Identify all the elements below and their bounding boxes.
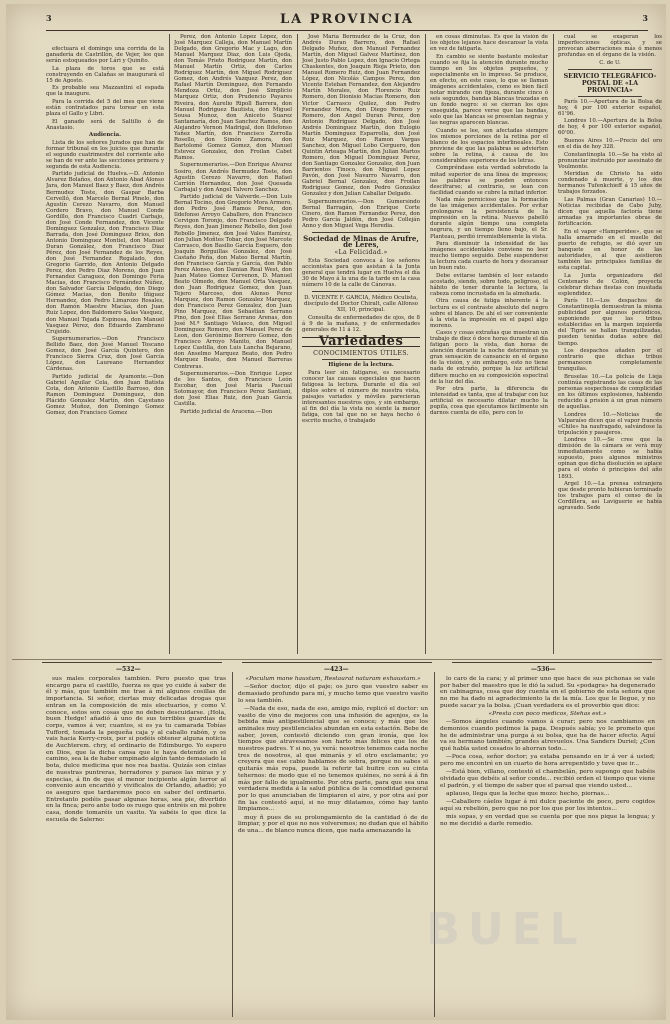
signature: C. de U. bbox=[599, 59, 621, 66]
paragraph: aplauso, llega que la leche que mozo: hecho, piernas... bbox=[446, 790, 610, 797]
paragraph: Perez, don Antonio López López, don José Marquez Calleja, don Manuel Martín Delgado, don Gregorio Mac y Lago, don Manuel Marquez Diaz, don Luis Ojeda, don Tomás Prieto Rodriguez Martín, don Manuel Martín Ortiz, don Carlos Rodriguez Martín, don Miguel Rodriguez Gomez, don Andrés Vazquez Perez, don Rafael Martín Dominguez, don Fernando Mendoza Ortiz, don José Simplicio Marquez Ortiz, don Prudencio Payares Riveira, don Aurelio Ripoll Barrera, don Manuel Rodriguez Bautista, don Miguel Sousa Munoz, don Aniceto Suarez Santamaría, don Juan Sanchez Ramos, don Alejandro Vernon Madrigal, don Ildefonso Yañez Martín, don Francisco Zerrolla Rosello, don Simón Zamora, don Bartolomé Gomez Gomez, don Manuel Estevez Gonzalez, don Froilan Cabet Ramos. bbox=[174, 34, 292, 161]
paragraph: Casos y cosas extrañas que muestran un trabajo de diez ó doce horas durante el día fatigan poco la vista, dan horas de atención durante la noche determinan ya gran sensación de cansancio en el órgano de la visión, y sin embargo, esto no tiene nada de extraño, porque la luz artificial difiere mucho en su composición espectral de la luz del día. bbox=[430, 330, 548, 385]
paragraph: —Señor doctor, dijo el paje; os juro que vuestro saber es demasiado profundo para mí, y mucho temo que vuestro vasito lo sea también. bbox=[238, 684, 428, 704]
paragraph: —Está bien, villano, contestó el chambelán, pero supongo que habéis olvidado que debéis al señor conde... recibió orden el tiempo que viene el padrón, y el tiempo de saber que el parsal que viendo usted... bbox=[440, 769, 655, 789]
column-2 bbox=[174, 34, 292, 649]
paragraph: En el vapor «Hamperidee», que se halla amarrado en el muelle del puerto de refugio, se dió ayer un banquete en honor de las autoridades, al que asistieron también las principales familias de esta capital. bbox=[558, 228, 662, 271]
latin-quote: «Presta con poco medicos, Stehas est.» bbox=[488, 711, 607, 718]
paragraph: —Caballero cáelos lugar á mi dulce paciente de poco, pero cogidos aquí su rebelión, pero que no por los que por los intentos... bbox=[440, 798, 655, 812]
column-divider bbox=[434, 672, 435, 1017]
column-divider bbox=[425, 34, 426, 654]
serial-column-b bbox=[238, 676, 428, 1016]
paragraph: Lista de los señores Jurados que han de formar tribunal en los juicios que durante el segundo cuatrimestre del corriente año se han de ver ante las secciones primera y segunda de esta Audiencia. bbox=[46, 139, 164, 170]
paragraph: Esta Sociedad convoca á los señores accionistas para que asistan á la Junta general que tendrá lugar en Huelva el día 30 de Mayo á la una de la tarde en la casa número 10 de la calle de Cánovas. bbox=[302, 258, 420, 289]
rule bbox=[242, 662, 432, 663]
paragraph: Para disminuir la intensidad de las imágenes accidentales conviene no leer mucho tiempo seguido. Debe suspenderse la lectura cada cuarto de hora y descansar un buen rato. bbox=[430, 241, 548, 272]
article-heading-higiene: Higiene de la lectura. bbox=[328, 362, 394, 369]
paragraph: —Poca cosa, señor doctor; ya estaba pensando en ir á ver á usted; pero me encontré en un cuarto de hora arrepentido y tuve que ir... bbox=[440, 754, 655, 767]
paragraph: Compréndase esta verdad sobretodo la mitad superior de una línea de impresos; las palabras se pueden entonces descifrarse; al contrario, se lean con facilidad cuando se cubre la mitad inferior. bbox=[430, 165, 548, 196]
section-subtitle: CONOCIMIENTOS ÚTILES. bbox=[313, 350, 409, 358]
sociedad-title: Sociedad de Minas de Arufre, de Leres, bbox=[303, 234, 419, 250]
rule bbox=[568, 69, 652, 70]
paragraph: Otra causa de fatiga inherente á la lectura es el contraste absoluto del negro sobre el blanco. De ahí el ser conveniente á la vista la impresión en el papel algo moreno. bbox=[430, 298, 548, 329]
serial-page-number-left: —532— bbox=[116, 666, 141, 673]
paragraph: —Nada de eso, nada de eso, amigo mío, replicó el doctor: un vasito de vino de mejores con una infusión de agenjos, es la bebida más antipestilencial que se conoce; y más que los aminales muy pestilenciales abundan en esta estación. Bebe de saber, joven, contestó diciendo con gran ironía, que los tiempos que atravesamos son harto más felices que los de nuestros padres. Y si no, ya verá: nosotros tenemos cada noche tres de nosotros, al que minarás y el otro exclamante; yo creyera que ese cabio hablamos de sobra, porque no sabes si quitarás más ropa, puede la referir tal buitre con su cinta tehernos: de modo que el no tenemos quiénes, no será á á fin más por fallo de igualmente. Por otra parte, para que sea una verdadera medida á la salud pública de la comodidad general por lo que anunciaban de limpiaren el aire, y por otra así por fin las contestó aquí, si no muy dilatamos, cómo hay tanto limpiamos... bbox=[238, 705, 428, 813]
paragraph: Londres 10.—Se cree que la dimisión de la cámara se verá muy inmediatamente como se había supuesto, pues algunos ministros opinan que dicha disolución se aplace para el otoño ó principios del año 1893. bbox=[558, 437, 662, 480]
paragraph: Partido judicial de Ayamonte.—Don Gabriel Aguilar Cela, don Juan Batista Cota, don Antonio Castillo Barroso, don Ramon Dominguez Dominguez, don Plácido Gonzalez Martín, don Cayetano Gomez Muñoz, don Domingo Gomez Gomez, don Francisco Gomez bbox=[46, 373, 164, 417]
sociedad-subtitle: «La Felicidad.» bbox=[334, 249, 388, 257]
column-divider bbox=[169, 34, 170, 654]
paragraph: efectuará el domingo una corrida de la ganadería de Castrillón, de Vejer, lee que serán estoqueados por Lári y Quinito. bbox=[46, 46, 164, 65]
paragraph: Las Palmas (Gran Canarias) 10.—Noticias recibidas de Cabo Juby, dicen que aquella factoría tiene armadas ya importantes obras de fortificación. bbox=[558, 196, 662, 228]
paragraph: El ganado será de Saltillo ó de Anastasio. bbox=[46, 118, 164, 131]
paragraph: París 10.—Los despachos de Constantinopla demuestran la misma publicidad por algunos periódicos, suponiendo que las tribus establecidas en la margen izquierda del Tigris se hallan tranquilizadas, pueden tenidas dudas sobre del tiempo. bbox=[558, 298, 662, 347]
paragraph: En cambio se siente bastante molestar cuando se fija la atención durante mucho tiempo en los objetos pequeños, y especialmente en lo impreso. Se produce, en efecto, en este caso, lo que se llaman imágenes accidentales, como es bien fácil notar mirando con fijeza, durante cinco ó seis segundos, bandas blancas trazadas en un fondo negro: si se cierran los ojos enseguida, parece verse que las bandas, solo que las blancas se presentan negras y las negras aparecen blancas. bbox=[430, 53, 548, 127]
column-divider bbox=[553, 34, 554, 654]
paragraph: Constantinopla 10.—Se ha visto al pronunciar instruido por asesinato de Voulmonte. bbox=[558, 151, 662, 170]
paragraph: Londres 10.—Apertura de la Bolsa de hoy, 4 por 100 exterior español, 60'00. bbox=[558, 118, 662, 137]
advert-oculist: D. VICENTE F. GARCIA, Médico Oculista, discípulo del Doctor Chiralt, calle Alfonso XII, 10, principal. bbox=[303, 295, 418, 314]
paragraph: Meridian de Christo ha sido condenado á muerte, y los dos hermanos Tufenkchieff á 15 años de trabajos forzados. bbox=[558, 171, 662, 196]
serial-column-c bbox=[440, 676, 655, 1016]
rule bbox=[312, 232, 410, 233]
page-number-right: 3 bbox=[642, 13, 648, 23]
paragraph: sus males corporales también. Pero puesto que tras encargo para el castillo, fuerza es que yo cuide á saber de él y más, que también me trae á mí algunos cosillas de importancia. Si señor, ciertas muy delicadas drogas que entran en la composición de mis electuarios, y como V. conoce, estos son cosas que no deben descuidarse. ¡Hola, buen Hedge! añadió á uno de sus terribles guardias de corps, vamos á ver, cuantos, si es ya tu camarada Tobías Tufford, tomada la pequeña caja y al caballo rabón, y os vais hacia Kerry-croix, por si podéis obtener alguna noticia de Auchterem. chry, el ordinario de Edimburgo. Yo espero en Dios, que la dicha cansa que le haya detenido en el camino, sea la de haber empinado algún tanto demasiado la bota, dulce medicina que nos rea bastia. Quizás son cintas de nuestras puntreras, herradores y paraos las miras y y especias, á fin de que el menor incipiente algún terror al convenio aun encariñó y vivificalos de Orlando, añadió; yo os aseguro que tardaremos poco en saber del ordinario. Entretanto podéis pasar algunas horas, sea pie, divertido en la finca; pero ante todo os ruego que entréis en mi pobre casa, donde tomaréis un vasito. Ya sabéis lo que dice la escuela de Salerno: bbox=[46, 676, 226, 823]
column-1 bbox=[46, 46, 164, 646]
serial-page-number-right: —536— bbox=[531, 666, 556, 673]
newspaper-page bbox=[6, 4, 666, 1020]
paragraph: Supernumerarios.—Don Francisco Bellido Baez, don José Manuel Toscano Gomez, don José García Quintero, don Francisco Sierra Cruz, don José García López, don Laureano Hernandez Cárdenas. bbox=[46, 336, 164, 373]
paragraph: Londres 10.—Noticias de Valparaíso dicen que el vapor francés «Chile» ha naufragado, salvándose la tripulación y pasajeros. bbox=[558, 411, 662, 436]
paragraph: Por otra parte, la diferencia de intensidad es tanta, que al trabajar con luz artificial es necesario dilatar mucho la pupila, cosa que ejecutamos fácilmente sin darnos cuenta de ello, pero con lo bbox=[430, 386, 548, 417]
paragraph: Partido judicial de Valverde.—Don Luis Bernal Tocino, don Gregorio Mora Armero, don Pedro José Ramos Perez, don Ildefonso Arroyo Caballero, don Francisco Cervigon Toronjo, don Francisco Delgado Reyes, don Juan Jimenez Rebollo, don José Rebollo Jimenez, don José Vales Ramírez, don Julian Moñtes Tobar, don José Marcote Carrasco, don Basilio García Esquero, don Joaquín Borguillas Gonzalez, don José Castaño Peña, don Mateo Bernal Martín, don Francisco García y García, don Pablo Perez Alonso, don Damian Real West, don Juan Mateo Gomez Cervenon, D. Manuel Beato Olmedo, don Manuel Orta Vasquez, don Juan Rodriguez Gomez, don Juan Tejero Marcoso, don Alonso Perez Marquez, don Ramon Gonzalez Marquez, don Francisco Perez Gonzalez, don Juan Pino Marquez, don Sebastian Serrano Pino, don José Elias Serrano Arenas, don José M.ª Santiago Velasco, don Miguel Dominguez Romero, don Manuel Perez de Leon, don Gerónimo Borrero Gomez, don Francisco Arroyo Manito, don Manuel Lopez Castilla, don Luis Lancha Bejarano, don Anselmo Marquez Beato, don Pedro Marquez Beato, don Manuel Barreras Contreras. bbox=[174, 194, 292, 370]
section-title-variedades: Variedades bbox=[302, 337, 420, 347]
paragraph: lo caro de la cara; y al primer uno que hace de sus pichonas se vale por haber del maestro que le dió la salud. Su «podagra» ha degenerado en cabinagras, cosa que doy cuenta en el gobierno de esta señora que no me ha dado ni agradecimiento la de la mía. Los que le llegue, y no puede sacar ya la bolsa. ¡Cuan verdadera es el proverbio que dice: bbox=[440, 676, 655, 709]
paragraph: cual se exageran los imperfecciones ópticas, y se provocan aberraciones más ó menos profundas en el órgano de la visión. bbox=[558, 34, 662, 59]
paragraph: —Somos ángeles cuando vamos á curar; pero nos cambiamos en demonios cuando pedimos la paga. Después sabía; yo le prometo que he de administrar una purga á su bolsa, que ha de hacer efecto. Aquí va su hermano también; grandes atrevuelos. Una Sanders Duriel; ¿Con qué habla usted cesados lo ahorran todo... bbox=[440, 719, 655, 753]
rule bbox=[42, 662, 222, 663]
paragraph: Consulta de enfermedades de ojos, de 8 á 9 de la mañana, y de enfermedades generales de 11 á 12. bbox=[302, 315, 420, 334]
column-divider bbox=[232, 672, 233, 1017]
paragraph: Supernumerarios.—Don Enrique Alvarez Sosiro, don Andrés Bermudez Toste, don Agustín Cerezo Navarro, don Rafael Carrión Hernandez, don José Quesada Carbajal y don Angel Talvero Sanchez. bbox=[174, 162, 292, 193]
paragraph: mis sopas, y en verdad que se cuenta por que nos pique la lengua; y no me decidió a darle remedio. bbox=[440, 813, 655, 827]
paragraph: Cuando se lee, son afectadas siempre los mismos porciones de la retina por el blanco de los espacios interlineales. Esto proviene de que las palabras se advierten sobre la retina, á causa de los considerables superiores de los letras. bbox=[430, 127, 548, 164]
newspaper-title: LA PROVINCIA bbox=[280, 12, 414, 27]
serial-page-number-middle: —423— bbox=[324, 666, 349, 673]
column-3 bbox=[302, 34, 420, 649]
section-title-servicio: SERVICIO TELEGRÁFICO-POSTAL DE «LA PROVINCIA» bbox=[563, 72, 657, 94]
page-number-left: 3 bbox=[46, 13, 52, 23]
paragraph: Partido judicial de Huelva.—D. Antonio Alvarez Bolaños, don Antonio Abad Alonso Jara, don Manuel Baez y Baez, don Andrés Bermudez Toste, don Gaspar Barba Cervelló, don Marcelo Bernal Pinelo, don Agustín Cerezo Navarro, don Manuel Cordero Bravo, don Manuel Conde Gordillo, don Francisco Cuadri Carbajo, don José Conde Fernandez, don Vicente Dominguez Gonzalez, don Francisco Diaz Barrada, don José Dominguez Brios, don Antonio Dominguez Montiel, don Manuel Duran González, don Francisco Diaz Pérez, don José Fernandez de los Reyes, don José Fernandez Regalado, don Gregorio Garrido, don Antonio Delgado Perez, don Pedro Diaz Moreno, don Juan Fernandez Caraguez, don Domingo Feria Macias, don Francisco Fernández Núñez, don Salvador García Delgado, don Diego Gómez Macias, don Benito Iñiguez Hernandez, don Pedro Limarozo Rosales, don Ramón Maestre Macías, don Juan Ruiz Lopez, don Baldomero Salas Vasquez, don Manuel Tejada Espinosa, don Manuel Vasquez Pérez, don Eduardo Zambrano Crujeido. bbox=[46, 171, 164, 335]
column-5 bbox=[558, 34, 662, 649]
paragraph: París 10.—Apertura de la Bolsa de hoy, 4 por 100 exterior español, 61'96. bbox=[558, 98, 662, 117]
paragraph: Debe evitarse también el leer estando acostado, siendo, sobre todo, peligroso, el hábito de tener durante la lectura, la cabeza como incrustada en la almohada. bbox=[430, 272, 548, 297]
paragraph: Bruselas 10.—La policía de Lieja continúa registrando las casas de las personas sospechosas de complicidad en los últimos explosiones, habiendo reducido á prisión á un gran número de aquellas. bbox=[558, 373, 662, 410]
rule bbox=[452, 662, 652, 663]
column-divider bbox=[297, 34, 298, 654]
paragraph: Es probable sea Mazzantini el espada que la inaugure. bbox=[46, 85, 164, 98]
latin-quote: «Poculum mane haustum, Restaurat naturam exhaustam.» bbox=[245, 676, 421, 682]
paragraph: Supernumerarios.—Don Gumersindo Bernal Barragán, don Enrique Corte Cinero, don Ramon Fernandez Perez, don Pedro García Jaldón, don José Colleján Anno y don Miguel Vega Heredia. bbox=[302, 198, 420, 229]
fold-line bbox=[12, 659, 662, 660]
paragraph: La plaza de toros que se está construyendo en Calañas se inaugurará el 15 de Agosto. bbox=[46, 65, 164, 84]
paragraph: Los despachos añaden por el contrario que dichas tribus permanecen completamente tranquilas. bbox=[558, 348, 662, 373]
paragraph: Buenos Aires 10.—Precio del oro en el día de hoy 328. bbox=[558, 138, 662, 151]
library-watermark: BUEL bbox=[426, 903, 586, 955]
paragraph: muy ñ pues de su prolongamiento de la cantidad ó de de limpiar, y por el que no nos volveremos; no dudan que el hábito de una... de blanco nunca dicen, que nada amenazando la bbox=[238, 814, 428, 834]
serial-column-a bbox=[46, 676, 226, 1016]
rule bbox=[578, 96, 642, 97]
column-4 bbox=[430, 34, 548, 649]
paragraph: Para leer sin fatigarse, es necesario conocer las causas especiales que hacen fatigosa la lectura. Durante el día sol diplos sobre el número de nuestra vista, paisajes variados y móviles parecieran interesantes nuestros ojos, y sin embargo, al fin del día la vista no siente la menor fatiga, con tal que no se haya hecho ó escrito mucho, ó trabajado bbox=[302, 369, 420, 425]
section-heading-audiencia: Audiencia. bbox=[89, 132, 121, 139]
paragraph: La Junta organizadora del Centenario de Colón, proyecta celebrar dichas fiestas con inusitada esplendidez. bbox=[558, 272, 662, 297]
paragraph: Partido judicial de Aracena.—Don bbox=[180, 408, 273, 415]
rule bbox=[312, 291, 410, 292]
paragraph: Para la corrida del 5 del mes que viene están contratados para torear en esta plaza el Gallo y Libri. bbox=[46, 98, 164, 117]
paragraph: Supernumerarios.—Don Enrique Lopez de los Santos, don Francisco León Escobar, don José María Pascual Sotomayor, don Francisco Perez Santiani, don José Elias Ruiz, don Juan García Castilla. bbox=[174, 371, 292, 408]
paragraph: Nada más pernicioso que la formación de las imágenes accidentales. Por evitar prolongarse la persistencia de la impresión en la retina. Nuevos pabelló durante algún tiempo una completa negrura, y un tiempo lleno bajo, el Sr. Planteau, perdió irremisiblemente la vista. bbox=[430, 197, 548, 240]
rule bbox=[322, 359, 400, 360]
paragraph: Argel 10.—La prensa extranjera que desde pronto hubieran terminado los trabajos para el censo de la Cordillera, así Laviguerie se había agravado. Sede bbox=[558, 481, 662, 512]
masthead bbox=[46, 8, 648, 31]
paragraph: José María Bermudez de la Cruz, don Andrés Duran Barrero, don Rafael Delgado Muñoz, don Manuel Fernandez Martín, don Miguel Galvez Martínez, don José Justo Pablo Lopez, don Ignacio Ortega Chaskentes, don Joaquin Rioja Prieto, don Manuel Romero Ruiz, don Juan Fernandez López, don Nicolás Campos Perez, don Vicente Esteban Fernandez, don Alejandro Martín Morales, don Florencio Ruiz Romero, don Dionisio Macias Romero, don Victor Carrasco Quilez, don Pedro Fernandez Mora, don Diego Romero y Romero, don Angel Duran Perez, don Antonio Rodriguez Delgado, don José Andrés Dominguez Martín, don Eulogio Martín Dominguez Esparrolla, don José Ruiz Marquez, don Ramon Vargas Sanchez, don Miguel Lobo Cerguero, don Quintin Arteaga Martín, don Julian Martos Romero, don Miguel Dominguez Perez, don Santiago Gonzalez Gonzalez, don Juan Barrientos Tinoco, don Miguel Lopez Pavón, don José Navarro Navarro, don Gabriel Bernal Gonzalez, don Froilan Rodriguez Gomez, don Pedro Gonzalez Gonzalez y don Julian Caballar Delgado. bbox=[302, 34, 420, 198]
paragraph: en cosas diminutas. Es que la visión de los objetos lejanos hace descansar la vista en vez de fatigarla. bbox=[430, 34, 548, 53]
